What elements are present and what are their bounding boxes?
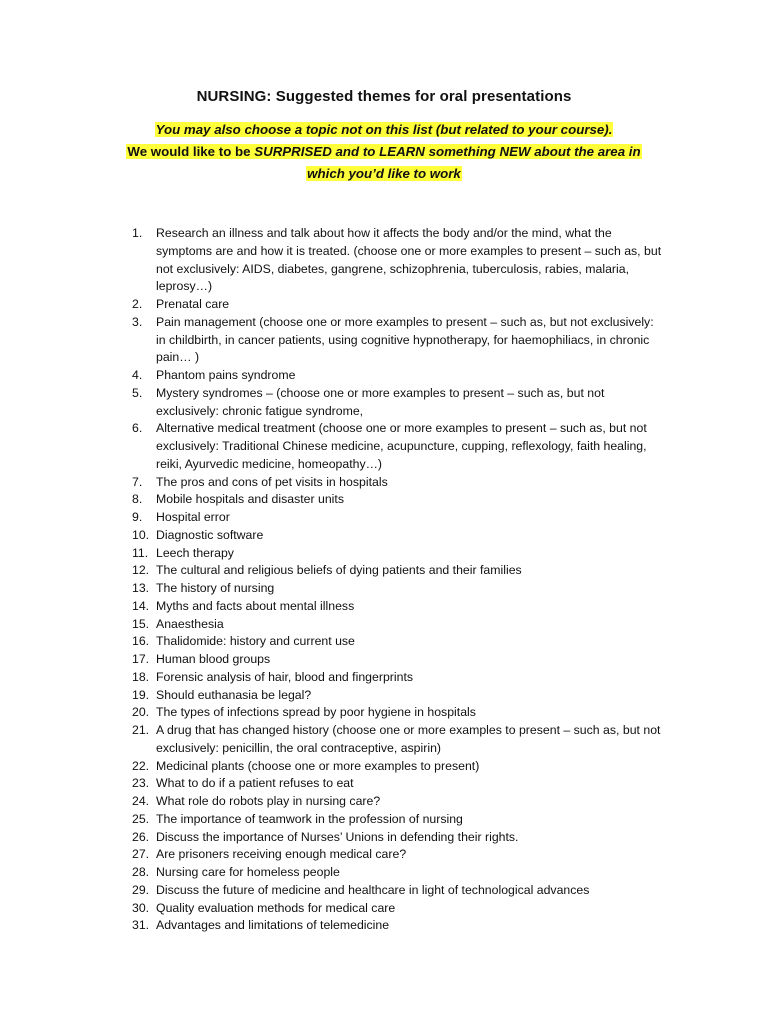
topic-item (132, 474, 662, 492)
topic-number: 19. (132, 687, 150, 702)
topic-item (132, 545, 662, 563)
topic-item (132, 793, 662, 811)
topic-number: 8. (132, 492, 143, 507)
topic-text: Anaesthesia (156, 616, 224, 631)
topic-number: 21. (132, 723, 150, 737)
instruction-line-2 (100, 141, 668, 163)
topic-item (132, 829, 662, 847)
topic-item (132, 900, 662, 918)
topic-text: Phantom pains syndrome (156, 368, 296, 382)
topic-number: 12. (132, 563, 150, 578)
topic-item (132, 616, 662, 634)
topic-number: 2. (132, 297, 143, 311)
topic-item (132, 775, 662, 793)
topic-item (132, 580, 662, 598)
topic-text: Are prisoners receiving enough medical care? (156, 847, 407, 862)
topic-text: Forensic analysis of hair, blood and fingerprints (156, 669, 414, 684)
topic-number: 11. (132, 545, 149, 560)
topic-item (132, 420, 662, 473)
topic-item (132, 367, 662, 385)
topic-text: Myths and facts about mental illness (156, 598, 355, 613)
topic-number: 28. (132, 865, 150, 879)
topic-number: 29. (132, 882, 150, 897)
topic-item (132, 722, 662, 758)
topic-item (132, 527, 662, 545)
topic-text: The cultural and religious beliefs of dying patients and their families (156, 563, 522, 578)
topic-text: Diagnostic software (156, 527, 264, 542)
topic-item (132, 509, 662, 527)
topic-text: Discuss the future of medicine and healthcare in light of technological advances (156, 882, 590, 897)
topic-item (132, 598, 662, 616)
topic-item (132, 882, 662, 900)
topic-text: Mobile hospitals and disaster units (156, 492, 344, 507)
instructions-block (100, 119, 668, 185)
topic-item (132, 917, 662, 935)
topic-number: 6. (132, 421, 143, 436)
topic-number: 14. (132, 598, 150, 613)
topic-text: Human blood groups (156, 652, 271, 666)
topic-item (132, 864, 662, 882)
topic-text: The pros and cons of pet visits in hospitals (156, 474, 388, 489)
topic-text: The history of nursing (156, 581, 275, 595)
topic-number: 1. (132, 226, 143, 240)
topic-text: Alternative medical treatment (choose one or more examples to present – such as, but not exclusively: Traditional Chinese medicine, acupuncture, cupping, reflexology, faith healing, reiki, Ayurvedic medicine, homeopathy…) (156, 421, 647, 471)
topic-item (132, 314, 662, 367)
topic-text: Prenatal care (156, 297, 230, 311)
topic-text: The types of infections spread by poor hygiene in hospitals (156, 705, 476, 720)
topic-number: 9. (132, 510, 143, 524)
topic-number: 13. (132, 581, 150, 595)
topic-item (132, 225, 662, 296)
topic-text: Leech therapy (156, 545, 234, 560)
instruction-line-1-text: You may also choose a topic not on this list (but related to your course). (155, 122, 613, 137)
topic-item (132, 704, 662, 722)
topic-text: Mystery syndromes – (choose one or more examples to present – such as, but not exclusively: chronic fatigue syndrome, (156, 385, 605, 418)
instruction-line-3 (100, 163, 668, 185)
topic-item (132, 811, 662, 829)
topic-number: 22. (132, 758, 150, 773)
topic-number: 17. (132, 652, 150, 666)
topic-number: 15. (132, 616, 150, 631)
topic-item (132, 669, 662, 687)
topic-number: 31. (132, 918, 150, 933)
topic-item (132, 651, 662, 669)
topic-number: 23. (132, 776, 150, 791)
topic-item (132, 758, 662, 776)
topic-text: Advantages and limitations of telemedicine (156, 918, 390, 933)
topic-text: Pain management (choose one or more examples to present – such as, but not exclusively: in childbirth, in cancer patients, using cognitive hypnotherapy, for haemophiliacs, in chronic pain… ) (156, 314, 654, 365)
topic-item (132, 687, 662, 705)
topic-text: The importance of teamwork in the profession of nursing (156, 811, 463, 826)
topic-item (132, 385, 662, 421)
topic-text: Thalidomide: history and current use (156, 634, 355, 649)
topic-number: 30. (132, 900, 150, 915)
topic-item (132, 633, 662, 651)
topic-text: A drug that has changed history (choose one or more examples to present – such as, but not exclusively: penicillin, the oral contraceptive, aspirin) (156, 723, 661, 755)
topic-text: What to do if a patient refuses to eat (156, 776, 354, 791)
instruction-line-3-text: which you’d like to work (307, 166, 461, 181)
instruction-line-2-emphasis: SURPRISED and to LEARN something NEW about the area in (254, 144, 641, 159)
topic-number: 5. (132, 385, 143, 400)
instruction-line-1 (100, 119, 668, 141)
topic-text: Nursing care for homeless people (156, 865, 340, 879)
topic-item (132, 296, 662, 314)
topic-text: Medicinal plants (choose one or more examples to present) (156, 758, 480, 773)
topic-item (132, 846, 662, 864)
topic-number: 26. (132, 829, 150, 844)
topic-text: Should euthanasia be legal? (156, 687, 312, 702)
instruction-line-2-highlight (126, 144, 641, 159)
topic-text: Research an illness and talk about how it affects the body and/or the mind, what the symptoms are and how it is treated. (choose one or more examples to present – such as, but not exclusively: AIDS, diabetes, gangrene, schizophrenia, tuberculosis, rabies, malaria, leprosy…) (156, 226, 662, 294)
topic-number: 10. (132, 527, 150, 542)
topic-number: 25. (132, 811, 150, 826)
topic-text: Hospital error (156, 510, 230, 524)
topic-number: 20. (132, 705, 150, 720)
topic-text: Quality evaluation methods for medical care (156, 900, 396, 915)
topic-number: 16. (132, 634, 150, 649)
topic-number: 18. (132, 669, 150, 684)
topic-text: What role do robots play in nursing care? (156, 794, 381, 808)
topic-text: Discuss the importance of Nurses’ Unions in defending their rights. (156, 829, 519, 844)
document-title: NURSING: Suggested themes for oral presentations (196, 88, 572, 105)
topic-item (132, 491, 662, 509)
topic-number: 27. (132, 847, 150, 862)
topic-item (132, 562, 662, 580)
topic-number: 7. (132, 474, 143, 489)
topic-number: 3. (132, 314, 143, 329)
topic-number: 24. (132, 794, 150, 808)
topic-number: 4. (132, 368, 143, 382)
topics-list (132, 225, 662, 935)
instruction-line-2-lead: We would like to be (127, 144, 255, 159)
